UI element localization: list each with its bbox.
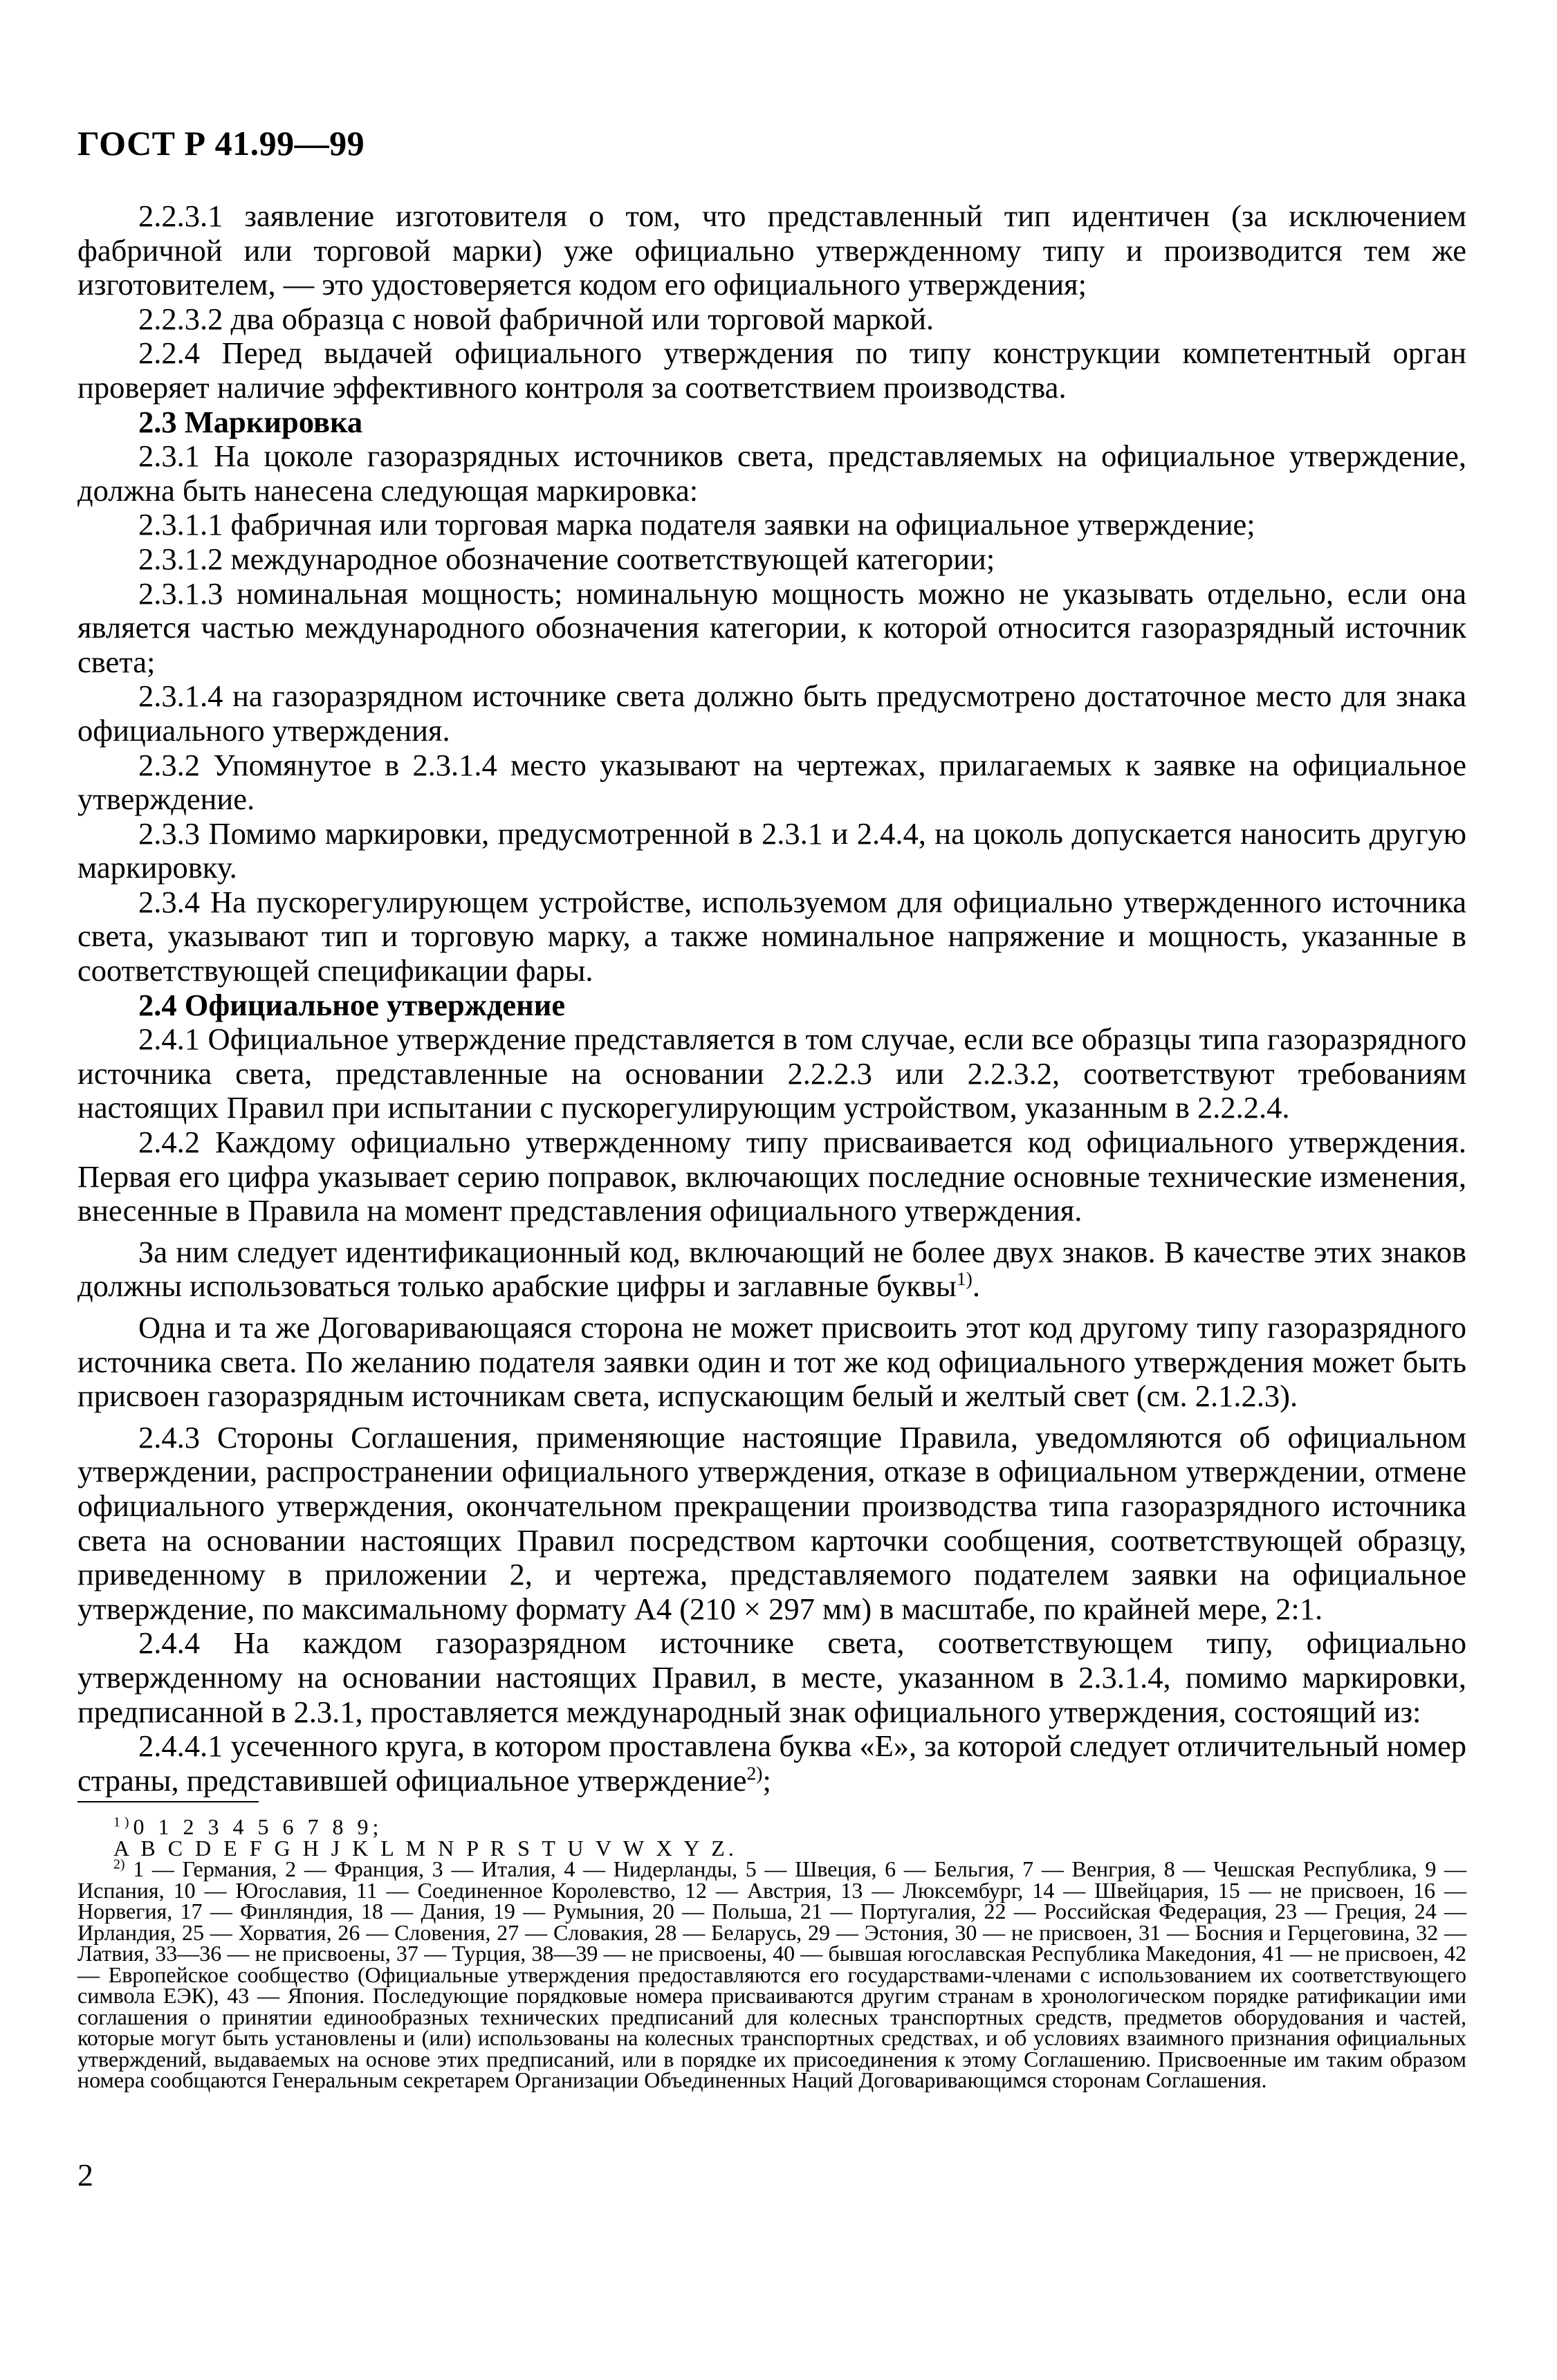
paragraph-end: ; (762, 1762, 771, 1798)
document-header: ГОСТ Р 41.99—99 (77, 124, 365, 163)
footnote-ref: 2) (746, 1762, 763, 1784)
section-heading: 2.4 Официальное утверждение (138, 987, 566, 1022)
footnote-divider (77, 1801, 259, 1802)
footnote-digits: 0 1 2 3 4 5 6 7 8 9; (133, 1814, 383, 1839)
paragraph-text: За ним следует идентификационный код, включающий не более двух знаков. В качестве этих знаков должны использоваться только арабские цифры и заглавные буквы (77, 1234, 1466, 1304)
footnotes (77, 1816, 1466, 2091)
paragraph: Одна и та же Договаривающаяся сторона не может присвоить этот код другому типу газоразрядного источника света. По желанию подателя заявки один и тот же код официального утверждения может быть присвоен газоразрядным источникам света, испускающим белый и желтый свет (см. 2.1.2.3). (77, 1310, 1466, 1414)
footnote-2 (77, 1858, 1466, 2091)
body-text (77, 199, 1466, 1798)
footnote-ref: 1) (956, 1268, 973, 1290)
paragraph-end: . (972, 1269, 980, 1304)
paragraph-text: 2.4.4.1 усеченного круга, в котором проставлена буква «Е», за которой следует отличительный номер страны, представившей официальное утверждение (77, 1728, 1466, 1798)
paragraph: 2.4.1 Официальное утверждение представляется в том случае, если все образцы типа газоразрядного источника света, представленные на основании 2.2.2.3 или 2.2.3.2, соответствуют требованиям настоящих Правил при испытании с пускорегулирующим устройством, указанным в 2.2.2.4. (77, 1022, 1466, 1125)
footnote-letters: A B C D E F G H J K L M N P R S T U V W X Y Z. (113, 1835, 737, 1861)
paragraph: 2.4.2 Каждому официально утвержденному типу присваивается код официального утверждения. Первая его цифра указывает серию поправок, включающих последние основные технические изменения, внесенные в Правила на момент представления официального утверждения. (77, 1125, 1466, 1228)
section-heading: 2.3 Маркировка (138, 404, 363, 439)
paragraph: 2.3.1.1 фабричная или торговая марка подателя заявки на официальное утверждение; (138, 507, 1255, 542)
paragraph: 2.3.1.3 номинальная мощность; номинальную мощность можно не указывать отдельно, если она является частью международного обозначения категории, к которой относится газоразрядный источник света; (77, 575, 1466, 679)
paragraph: 2.3.1 На цоколе газоразрядных источников света, представляемых на официальное утверждение, должна быть нанесена следующая маркировка: (77, 439, 1466, 508)
paragraph: 2.2.3.1 заявление изготовителя о том, что представленный тип идентичен (за исключением фабричной или торговой марки) уже официально утвержденному типу и производится тем же изготовителем, — это удостоверяется кодом его официального утверждения; (77, 199, 1466, 302)
footnote-text: 1 — Германия, 2 — Франция, 3 — Италия, 4 — Нидерланды, 5 — Швеция, 6 — Бельгия, 7 — Венгрия, 8 — Чешская Республика, 9 — Испания, 10 — Югославия, 11 — Соединенное Королевство, 12 — Австрия, 13 — Люксембург, 14 — Швейцария, 15 — не присвоен, 16 — Норвегия, 17 — Финляндия, 18 — Дания, 19 — Румыния, 20 — Польша, 21 — Португалия, 22 — Российская Федерация, 23 — Греция, 24 — Ирландия, 25 — Хорватия, 26 — Словения, 27 — Словакия, 28 — Беларусь, 29 — Эстония, 30 — не присвоен, 31 — Босния и Герцеговина, 32 — Латвия, 33—36 — не присвоены, 37 — Турция, 38—39 — не присвоены, 40 — бывшая югославская Республика Македония, 41 — не присвоен, 42 — Европейское сообщество (Официальные утверждения предоставляются его государствами-членами с использованием их соответствующего символа ЕЭК), 43 — Япония. Последующие порядковые номера присваиваются другим странам в хронологическом порядке ратификации ими соглашения о принятии единообразных технических предписаний для колесных транспортных средств, предметов оборудования и частей, которые могут быть установлены и (или) использованы на колесных транспортных средствах, и об условиях взаимного признания официальных утверждений, выдаваемых на основе этих предписаний, или в порядке их присоединения к этому Соглашению. Присвоенные им таким образом номера сообщаются Генеральным секретарем Организации Объединенных Наций Договаривающимся сторонам Соглашения. (77, 1856, 1467, 2092)
footnote-1-letters (77, 1835, 1466, 1861)
paragraph: 2.3.4 На пускорегулирующем устройстве, используемом для официально утвержденного источника света, указывают тип и торговую марку, а также номинальное напряжение и мощность, указанные в соответствующей спецификации фары. (77, 884, 1466, 988)
footnote-1 (77, 1816, 1466, 1838)
paragraph: 2.3.3 Помимо маркировки, предусмотренной в 2.3.1 и 2.4.4, на цоколь допускается наносить другую маркировку. (77, 815, 1466, 885)
paragraph: 2.4.4 На каждом газоразрядном источнике света, соответствующем типу, официально утвержденному на основании настоящих Правил, в месте, указанном в 2.3.1.4, помимо маркировки, предписанной в 2.3.1, проставляется международный знак официального утверждения, состоящий из: (77, 1625, 1466, 1729)
paragraph: 2.3.1.4 на газоразрядном источнике света должно быть предусмотрено достаточное место для знака официального утверждения. (77, 679, 1466, 748)
paragraph: 2.4.3 Стороны Соглашения, применяющие настоящие Правила, уведомляются об официальном утверждении, распространении официального утверждения, отказе в официальном утверждении, отмене официального утверждения, окончательном прекращении производства типа газоразрядного источника света на основании настоящих Правил посредством карточки сообщения, соответствующей образцу, приведенному в приложении 2, и чертежа, представляемого подателем заявки на официальное утверждение, по максимальному формату А4 (210 × 297 мм) в масштабе, по крайней мере, 2:1. (77, 1419, 1466, 1626)
paragraph (77, 1729, 1466, 1798)
paragraph (77, 1235, 1466, 1304)
paragraph: 2.2.3.2 два образца с новой фабричной или торговой маркой. (138, 301, 934, 336)
paragraph: 2.3.2 Упомянутое в 2.3.1.4 место указывают на чертежах, прилагаемых к заявке на официальное утверждение. (77, 747, 1466, 817)
paragraph: 2.3.1.2 международное обозначение соответствующей категории; (138, 541, 995, 576)
page-number: 2 (77, 2157, 93, 2193)
footnote-marker: 2) (113, 1856, 125, 1872)
footnote-marker: 1) (113, 1814, 133, 1830)
paragraph: 2.2.4 Перед выдачей официального утверждения по типу конструкции компетентный орган проверяет наличие эффективного контроля за соответствием производства. (77, 335, 1466, 405)
